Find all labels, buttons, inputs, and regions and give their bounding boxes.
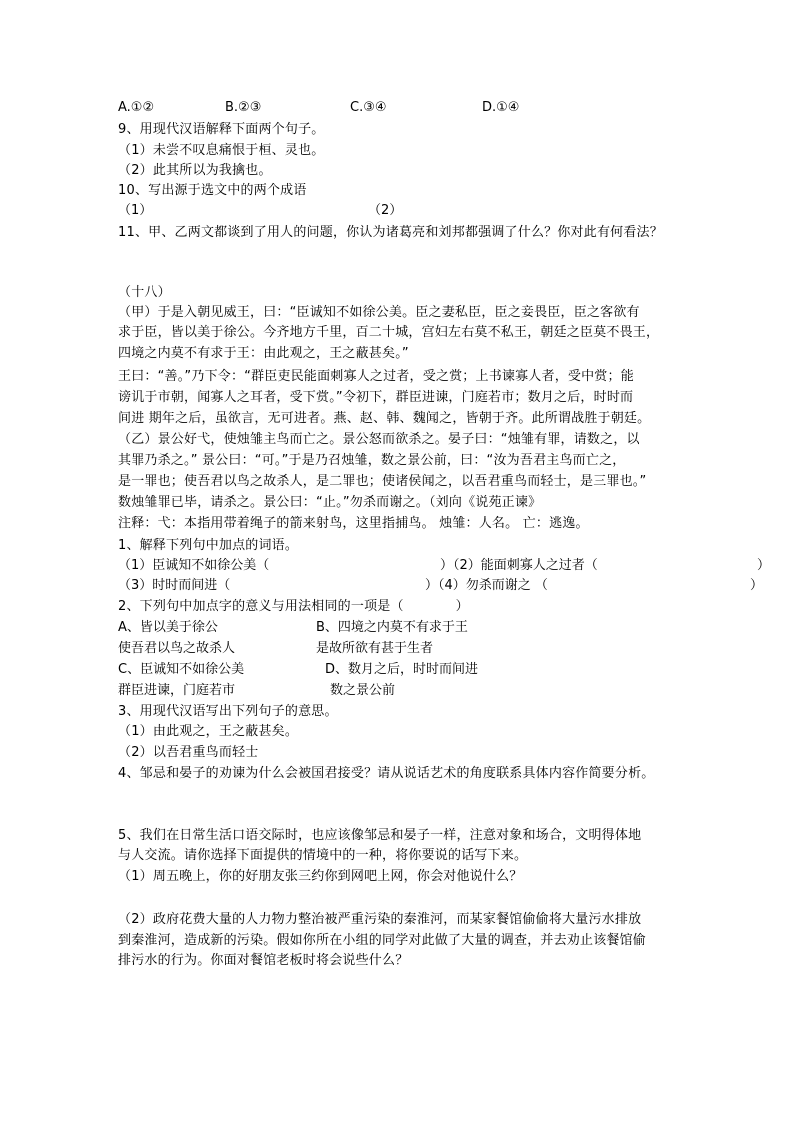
q9-stem: 9、用现代汉语解释下面两个句子。 bbox=[118, 122, 325, 137]
q4-stem: 4、邹忌和晏子的劝谏为什么会被国君接受？请从说话艺术的角度联系具体内容作简要分析。 bbox=[118, 766, 655, 781]
q1-item-4: ）（4）勿杀而谢之 （ bbox=[425, 578, 548, 593]
q9-sentence-1: （1）未尝不叹息痛恨于桓、灵也。 bbox=[118, 143, 325, 158]
q5-situation-2-line: （2）政府花费大量的人力物力整治被严重污染的秦淮河，而某家餐馆偷偷将大量污水排放 bbox=[118, 912, 642, 927]
q2-option-d-pair: 数之景公前 bbox=[330, 683, 396, 698]
q2-option-c-pair: 群臣进谏，门庭若市 bbox=[118, 683, 236, 698]
option-a: A.①② bbox=[118, 100, 155, 115]
passage-yi-line: 数烛雏罪已毕，请杀之。景公曰：“止。”勿杀而谢之。（刘向《说苑正谏》 bbox=[118, 495, 542, 510]
option-c: C.③④ bbox=[350, 100, 387, 115]
q1-item-2: ）（2）能面刺寡人之过者（ bbox=[440, 558, 598, 573]
q1-stem: 1、解释下列句中加点的词语。 bbox=[118, 538, 299, 553]
q10-blank-2: （2） bbox=[368, 203, 403, 218]
q2-stem: 2、下列句中加点字的意义与用法相同的一项是（ ） bbox=[118, 599, 469, 614]
q3-sentence-2: （2）以吾君重鸟而轻士 bbox=[118, 745, 259, 760]
q2-option-d: D、数月之后，时时而间进 bbox=[325, 662, 479, 677]
q5-stem-line-2: 与人交流。请你选择下面提供的情境中的一种，将你要说的话写下来。 bbox=[118, 848, 528, 863]
q1-item-3: （3）时时而间进（ bbox=[118, 578, 231, 593]
q3-stem: 3、用现代汉语写出下列句子的意思。 bbox=[118, 704, 338, 719]
q1-item-1: （1）臣诚知不如徐公美（ bbox=[118, 558, 270, 573]
q11-stem: 11、甲、乙两文都谈到了用人的问题，你认为诸葛亮和刘邦都强调了什么？你对此有何看法？ bbox=[118, 225, 663, 240]
q2-option-a-pair: 使吾君以鸟之故杀人 bbox=[118, 641, 236, 656]
q10-stem: 10、写出源于选文中的两个成语 bbox=[118, 183, 307, 198]
q5-situation-2-line: 排污水的行为。你面对餐馆老板时将会说些什么？ bbox=[118, 953, 409, 968]
passage-yi-line: （乙）景公好弋，使烛雏主鸟而亡之。景公怒而欲杀之。晏子曰：“烛雏有罪，请数之，以 bbox=[118, 432, 640, 447]
q2-option-b: B、四境之内莫不有求于王 bbox=[316, 620, 468, 635]
passage-jia-line: 谤讥于市朝，闻寡人之耳者，受下赏。”令初下，群臣进谏，门庭若市；数月之后，时时而 bbox=[118, 390, 634, 405]
section-title: （十八） bbox=[118, 285, 171, 300]
q5-situation-2-line: 到秦淮河，造成新的污染。假如你所在小组的同学对此做了大量的调查，并去劝止该餐馆偷 bbox=[118, 933, 647, 948]
passage-jia-line: 求于臣，皆以美于徐公。今齐地方千里，百二十城，宫妇左右莫不私王，朝廷之臣莫不畏王， bbox=[118, 325, 660, 340]
q1-item-2-close: ） bbox=[757, 558, 771, 573]
q10-blank-1: （1） bbox=[118, 203, 153, 218]
q5-situation-1: （1）周五晚上，你的好朋友张三约你到网吧上网，你会对他说什么？ bbox=[118, 869, 523, 884]
passage-jia-line: （甲）于是入朝见威王，曰：“臣诚知不如徐公美。臣之妻私臣，臣之妾畏臣，臣之客欲有 bbox=[118, 305, 640, 320]
q5-stem-line-1: 5、我们在日常生活口语交际时，也应该像邹忌和晏子一样，注意对象和场合，文明得体地 bbox=[118, 828, 642, 843]
passage-yi-line: 其罪乃杀之。” 景公曰：“可。”于是乃召烛雏，数之景公前，曰：“汝为吾君主鸟而亡之， bbox=[118, 453, 626, 468]
passage-yi-line: 是一罪也；使吾君以鸟之故杀人，是二罪也；使诸侯闻之，以吾君重鸟而轻士，是三罪也。” bbox=[118, 474, 647, 489]
q2-option-c: C、臣诚知不如徐公美 bbox=[118, 662, 245, 677]
q9-sentence-2: （2）此其所以为我擒也。 bbox=[118, 163, 272, 178]
passage-jia-line: 间进 期年之后，虽欲言，无可进者。燕、赵、韩、魏闻之，皆朝于齐。此所谓战胜于朝廷。 bbox=[118, 411, 651, 426]
q2-option-a: A、皆以美于徐公 bbox=[118, 620, 218, 635]
passage-note: 注释：弋：本指用带着绳子的箭来射鸟，这里指捕鸟。 烛雏：人名。 亡：逃逸。 bbox=[118, 516, 589, 531]
passage-jia-line: 四境之内莫不有求于王：由此观之，王之蔽甚矣。” bbox=[118, 346, 409, 361]
q1-item-4-close: ） bbox=[750, 578, 764, 593]
q3-sentence-1: （1）由此观之，王之蔽甚矣。 bbox=[118, 724, 299, 739]
passage-jia-line: 王曰：“善。”乃下令：“群臣吏民能面刺寡人之过者，受之赏；上书谏寡人者，受中赏；能 bbox=[118, 369, 634, 384]
q2-option-b-pair: 是故所欲有甚于生者 bbox=[316, 641, 434, 656]
option-b: B.②③ bbox=[225, 100, 262, 115]
option-d: D.①④ bbox=[482, 100, 520, 115]
